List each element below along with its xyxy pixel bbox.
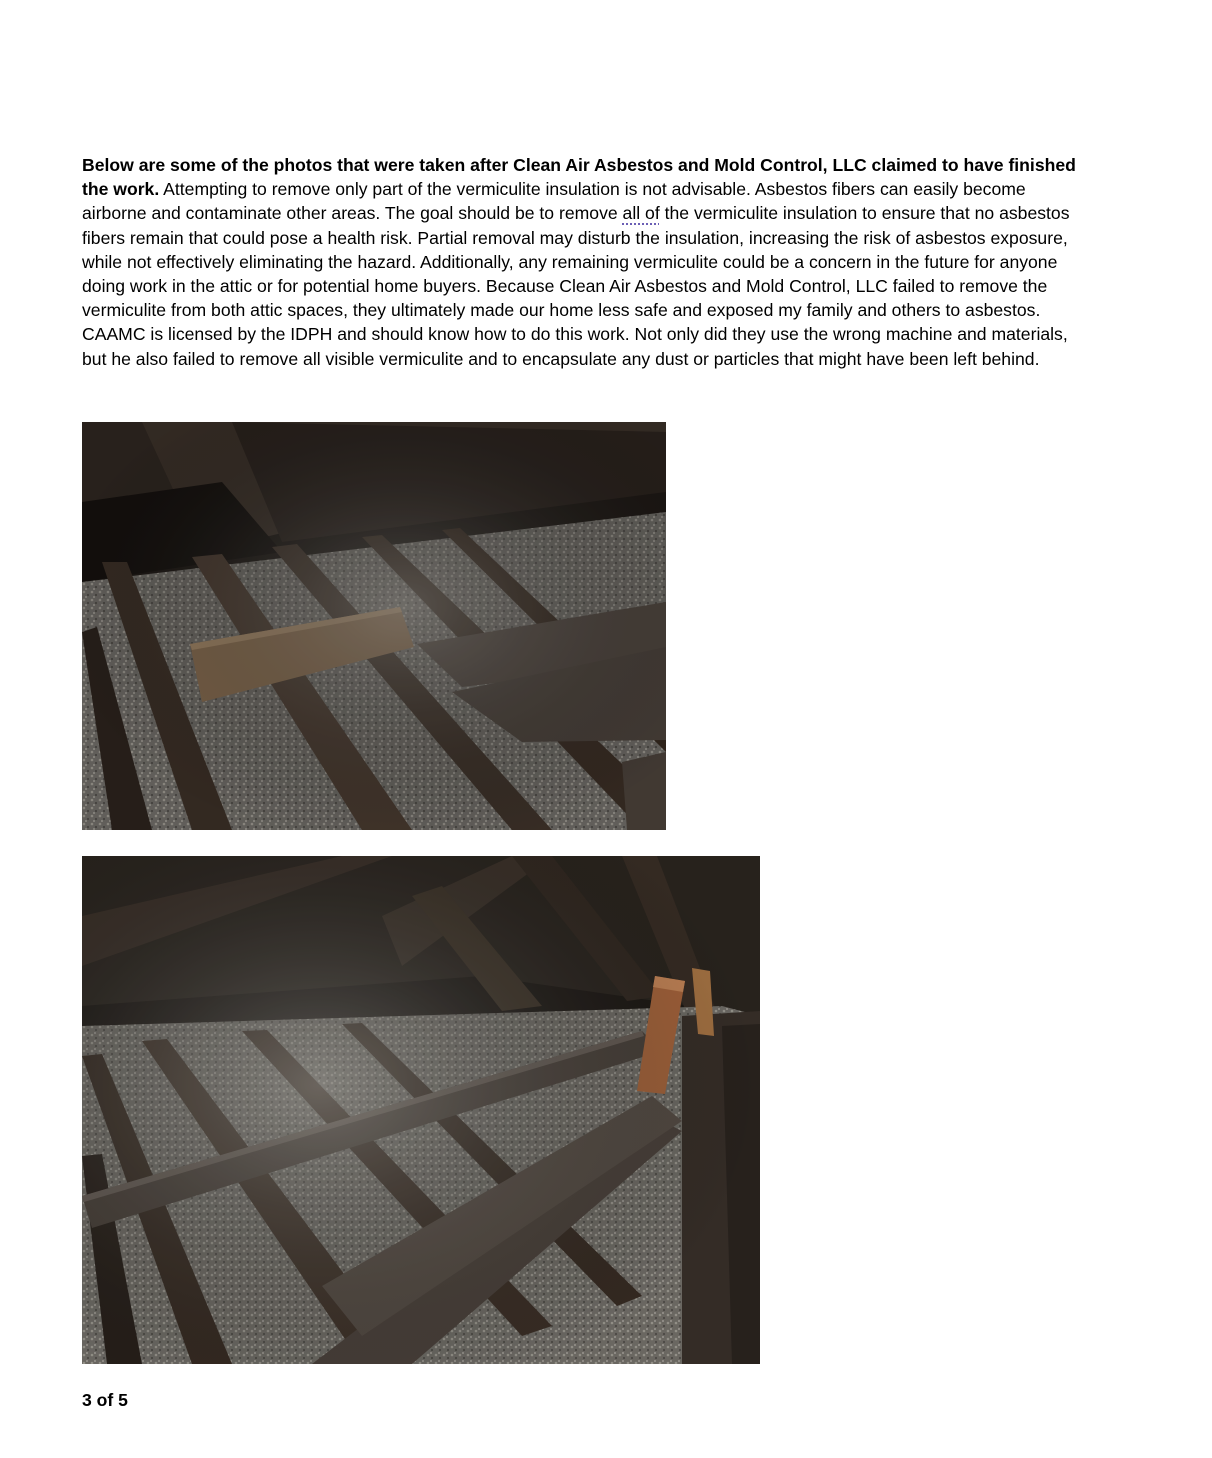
- attic-photo-2: [82, 856, 760, 1364]
- paragraph-body-part-2: the vermiculite insulation to ensure that no asbestos fibers remain that could pose a health risk. Partial removal may disturb the insulation, increasing the risk of asbestos exposure, while not effectively eliminating the hazard. Additionally, any remaining vermiculite could be a concern in the future for anyone doing work in the attic or for potential home buyers. Because Clean Air Asbestos and Mold Control, LLC failed to remove the vermiculite from both attic spaces, they ultimately made our home less safe and exposed my family and others to asbestos. CAAMC is licensed by the IDPH and should know how to do this work. Not only did they use the wrong machine and materials, but he also failed to remove all visible vermiculite and to encapsulate any dust or particles that might have been left behind.: [82, 203, 1070, 369]
- paragraph-body-part-1: Attempting to remove only part of the vermiculite insulation is not advisable. Asbestos fibers can easily become airborne and contaminate other areas. The goal should be to remove: [82, 179, 1026, 224]
- attic-photo-1: [82, 422, 666, 830]
- body-paragraph: [82, 153, 1092, 371]
- attic-photo-2-image: [82, 856, 760, 1364]
- paragraph-lead: Below are some of the photos that were taken after Clean Air Asbestos and Mold Control, LLC claimed to have finished the work.: [82, 155, 1076, 200]
- page-number: 3 of 5: [82, 1390, 128, 1410]
- attic-photo-1-image: [82, 422, 666, 830]
- spellcheck-flagged-phrase: all of: [622, 203, 660, 224]
